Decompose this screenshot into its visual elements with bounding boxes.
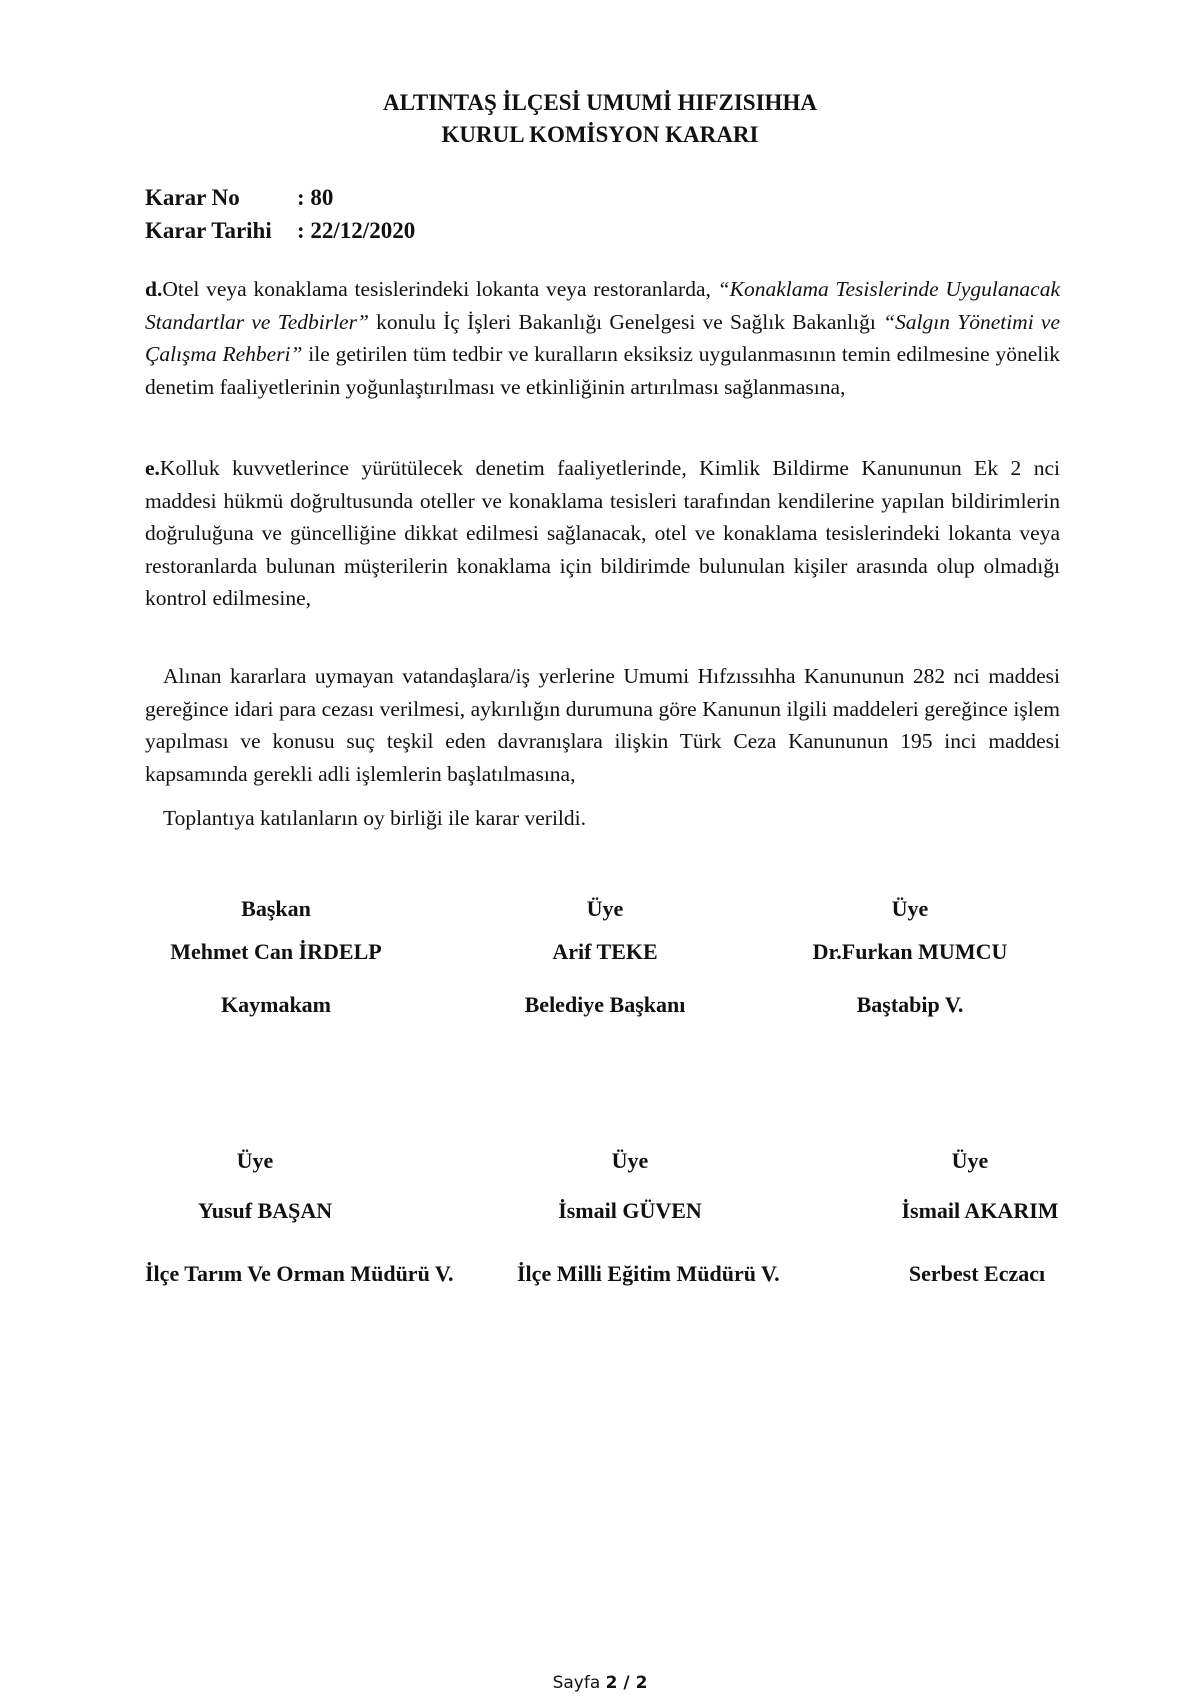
- paragraph-d-text-3: ile getirilen tüm tedbir ve kuralların eksiksiz uygulanmasının temin edilmesine yönelik denetim faaliyetlerinin yoğunlaştırılması ve etkinliğinin artırılması sağlanmasına,: [145, 342, 1061, 399]
- signatory-1-name: Mehmet Can İRDELP: [170, 939, 382, 964]
- signatory-3-role: Üye: [891, 896, 929, 921]
- paragraph-e: [145, 452, 1060, 615]
- karar-tarihi-row: [145, 216, 415, 246]
- signatory-6-name: İsmail AKARIM: [901, 1198, 1059, 1223]
- footer-separator: /: [617, 1673, 636, 1693]
- karar-tarihi-value: : 22/12/2020: [297, 218, 416, 243]
- paragraph-alinan-kararlar: Alınan kararlara uymayan vatandaşlara/iş yerlerine Umumi Hıfzıssıhha Kanununun 282 nci maddesi gereğince idari para cezası verilmesi, aykırılığın durumuna göre Kanunun ilgili maddeleri gereğince işlem yapılması ve konusu suç teşkil eden davranışlara ilişkin Türk Ceza Kanununun 195 inci maddesi kapsamında gerekli adli işlemlerin başlatılmasına,: [145, 664, 1060, 786]
- signatory-4-title: İlçe Tarım Ve Orman Müdürü V.: [145, 1261, 454, 1286]
- signatory-6-role: Üye: [951, 1148, 989, 1173]
- footer-page-current: 2: [605, 1673, 618, 1693]
- karar-no-value: : 80: [297, 185, 334, 210]
- paragraph-d-italic-1: “Konaklama Tesislerinde Uygulanacak Standartlar ve Tedbirler”: [145, 277, 1060, 334]
- signatory-4-role: Üye: [236, 1148, 274, 1173]
- paragraph-d-text-1: Otel veya konaklama tesislerindeki lokanta veya restoranlarda,: [162, 277, 718, 301]
- signatory-5-name: İsmail GÜVEN: [558, 1198, 702, 1223]
- paragraph-d-text-2: konulu İç İşleri Bakanlığı Genelgesi ve Sağlık Bakanlığı: [368, 309, 884, 334]
- karar-tarihi-label: Karar Tarihi: [145, 218, 272, 243]
- signatory-3-name: Dr.Furkan MUMCU: [812, 939, 1008, 964]
- paragraph-d-italic-2: “Salgın Yönetimi ve Çalışma Rehberi”: [145, 309, 1061, 366]
- signatory-5-role: Üye: [611, 1148, 649, 1173]
- footer-page-total: 2: [635, 1673, 648, 1693]
- paragraph-d: [145, 273, 1060, 403]
- signatory-2-title: Belediye Başkanı: [524, 992, 686, 1017]
- paragraph-toplanti: Toplantıya katılanların oy birliği ile karar verildi.: [163, 806, 586, 830]
- paragraph-e-letter: e.: [145, 456, 160, 480]
- paragraph-e-text: Kolluk kuvvetlerince yürütülecek denetim faaliyetlerinde, Kimlik Bildirme Kanununun Ek 2 nci maddesi hükmü doğrultusunda oteller ve konaklama tesisleri tarafından kendilerine yapılan bildirimlerin doğruluğuna ve güncelliğine dikkat edilmesi sağlanacak, otel ve konaklama tesislerindeki lokanta veya restoranlarda bulunan müşterilerin konaklama için bildirimde bulunulan kişiler arasında olup olmadığı kontrol edilmesine,: [145, 456, 1060, 610]
- karar-no-label: Karar No: [145, 185, 240, 210]
- page-footer: [0, 1673, 1200, 1693]
- paragraph-d-letter: d.: [145, 277, 163, 301]
- document-title-line2: KURUL KOMİSYON KARARI: [441, 122, 759, 147]
- document-title-line1: ALTINTAŞ İLÇESİ UMUMİ HIFZISIHHA: [383, 90, 817, 115]
- signatory-6-title: Serbest Eczacı: [908, 1261, 1046, 1286]
- signatory-5-title: İlçe Milli Eğitim Müdürü V.: [517, 1261, 780, 1286]
- karar-no-row: [145, 183, 333, 213]
- signatory-2-role: Üye: [586, 896, 624, 921]
- signatory-2-name: Arif TEKE: [552, 939, 658, 964]
- signatory-1-role: Başkan: [241, 896, 311, 921]
- footer-sayfa-label: Sayfa: [552, 1673, 606, 1693]
- signatory-3-title: Baştabip V.: [856, 992, 964, 1017]
- signatory-4-name: Yusuf BAŞAN: [197, 1198, 333, 1223]
- signatory-1-title: Kaymakam: [221, 992, 331, 1017]
